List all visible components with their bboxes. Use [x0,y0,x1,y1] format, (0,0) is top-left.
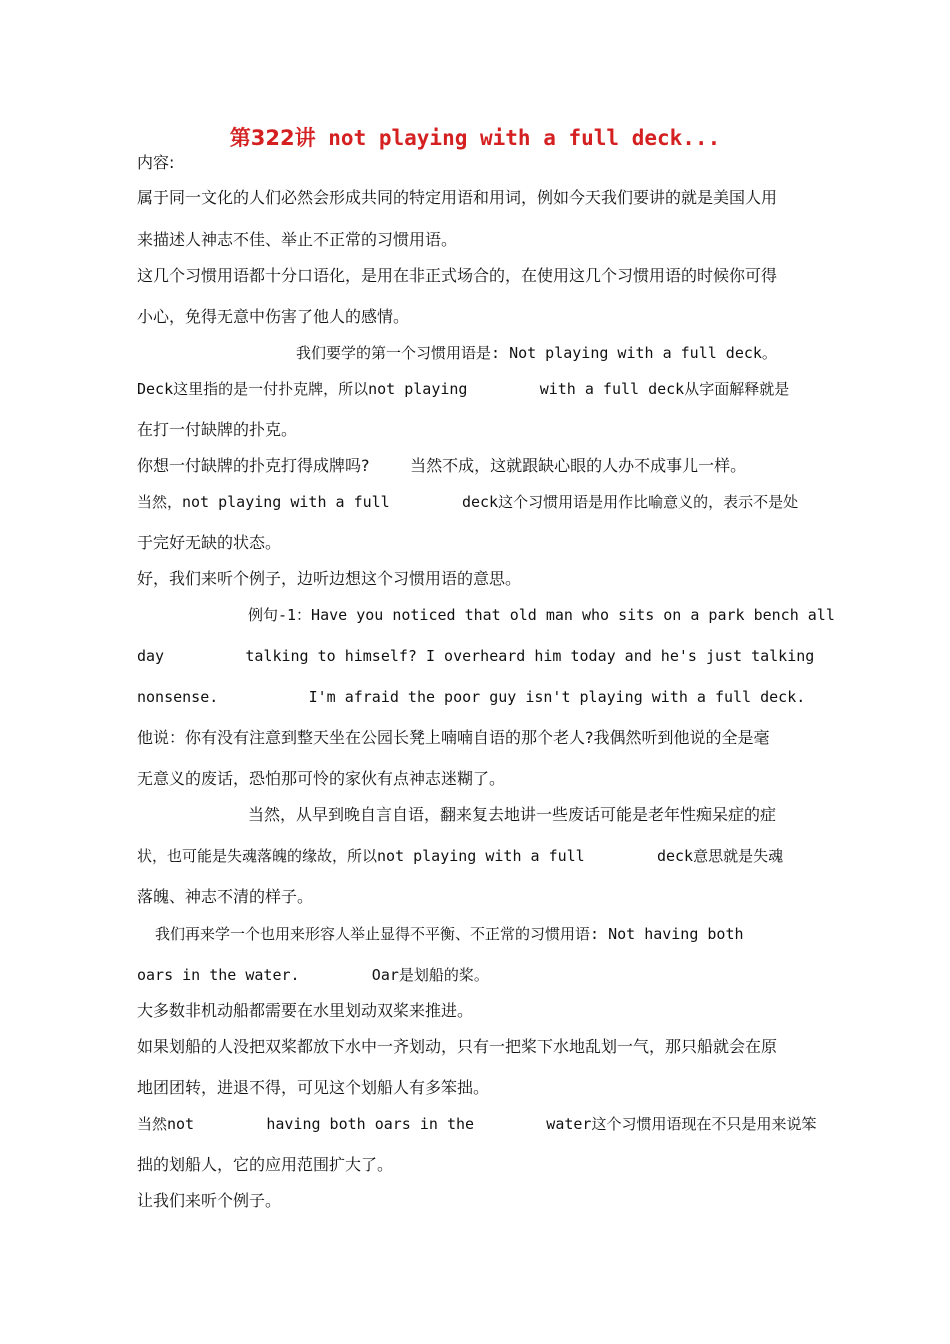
paragraph-line: 我们要学的第一个习惯用语是: Not playing with a full deck。 [296,344,777,362]
paragraph-line: 我们再来学一个也用来形容人举止显得不平衡、不正常的习惯用语: Not having both [155,925,744,943]
paragraph-line: 大多数非机动船都需要在水里划动双桨来推进。 [137,1001,474,1020]
example-line: day talking to himself? I overheard him today and he's just talking [137,647,815,665]
content-label: 内容: [137,153,175,172]
example-line: 例句-1：Have you noticed that old man who sits on a park bench all [248,606,835,624]
paragraph-line: 好，我们来听个例子，边听边想这个习惯用语的意思。 [137,569,522,588]
paragraph-line: 这几个习惯用语都十分口语化，是用在非正式场合的，在使用这几个习惯用语的时候你可得 [137,266,778,285]
lesson-number: 第322讲 [229,126,316,150]
paragraph-line: 地团团转，进退不得，可见这个划船人有多笨拙。 [137,1078,490,1097]
lesson-title [0,124,950,152]
paragraph-line: 状，也可能是失魂落魄的缘故，所以not playing with a full deck意思就是失魂 [137,847,784,865]
paragraph-line: 当然，not playing with a full deck这个习惯用语是用作比喻意义的，表示不是处 [137,493,799,511]
paragraph-line: 来描述人神志不佳、举止不正常的习惯用语。 [137,230,458,249]
paragraph-line: 落魄、神志不清的样子。 [137,887,314,906]
paragraph-line: 如果划船的人没把双桨都放下水中一齐划动，只有一把桨下水地乱划一气，那只船就会在原 [137,1037,778,1056]
paragraph-line: 无意义的废话，恐怕那可怜的家伙有点神志迷糊了。 [137,769,506,788]
paragraph-line: Deck这里指的是一付扑克牌，所以not playing with a full deck从字面解释就是 [137,380,790,398]
paragraph-line: 在打一付缺牌的扑克。 [137,420,298,439]
paragraph-line: 于完好无缺的状态。 [137,533,282,552]
paragraph-line: 他说：你有没有注意到整天坐在公园长凳上喃喃自语的那个老人?我偶然听到他说的全是毫 [137,728,770,747]
paragraph-line: 拙的划船人，它的应用范围扩大了。 [137,1155,394,1174]
paragraph-line: 当然not having both oars in the water这个习惯用语现在不只是用来说笨 [137,1115,817,1133]
paragraph-line: oars in the water. Oar是划船的桨。 [137,966,489,984]
paragraph-line: 你想一付缺牌的扑克打得成牌吗? 当然不成，这就跟缺心眼的人办不成事儿一样。 [137,456,747,475]
paragraph-line: 属于同一文化的人们必然会形成共同的特定用语和用词，例如今天我们要讲的就是美国人用 [137,188,778,207]
example-line: nonsense. I'm afraid the poor guy isn't playing with a full deck. [137,688,806,706]
paragraph-line: 小心，免得无意中伤害了他人的感情。 [137,307,410,326]
paragraph-line: 当然，从早到晚自言自语，翻来复去地讲一些废话可能是老年性痴呆症的症 [248,805,777,824]
paragraph-line: 让我们来听个例子。 [137,1191,282,1210]
lesson-phrase: not playing with a full deck... [328,126,721,150]
